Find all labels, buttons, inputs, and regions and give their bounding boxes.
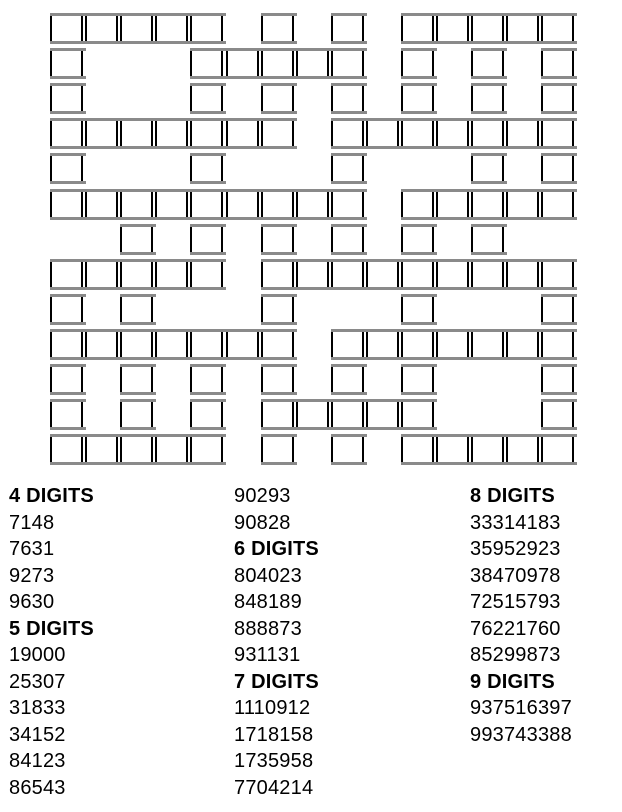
grid-cell[interactable] <box>190 189 223 220</box>
grid-cell[interactable] <box>541 118 574 149</box>
grid-cell[interactable] <box>50 13 83 44</box>
number-entry: 25307 <box>9 670 66 693</box>
grid-cell[interactable] <box>85 259 118 290</box>
number-entry: 1735958 <box>234 750 314 772</box>
grid-cell[interactable] <box>190 83 223 114</box>
grid-cell[interactable] <box>541 48 574 79</box>
digits-section-header: 5 DIGITS <box>9 617 94 640</box>
grid-cell[interactable] <box>50 294 83 325</box>
grid-cell[interactable] <box>401 13 434 44</box>
grid-cell[interactable] <box>541 329 574 360</box>
grid-cell[interactable] <box>541 294 574 325</box>
grid-cell[interactable] <box>436 13 469 44</box>
grid-cell[interactable] <box>261 399 294 430</box>
grid-cell[interactable] <box>401 259 434 290</box>
grid-cell[interactable] <box>120 294 153 325</box>
grid-cell[interactable] <box>120 434 153 465</box>
grid-cell[interactable] <box>190 224 223 255</box>
grid-cell[interactable] <box>331 434 364 465</box>
number-entry: 7631 <box>9 538 55 560</box>
grid-cell[interactable] <box>50 399 83 430</box>
grid-cell[interactable] <box>331 13 364 44</box>
grid-cell[interactable] <box>226 118 259 149</box>
grid-cell[interactable] <box>50 83 83 114</box>
grid-cell[interactable] <box>541 153 574 184</box>
grid-cell[interactable] <box>331 189 364 220</box>
grid-cell[interactable] <box>120 189 153 220</box>
grid-cell[interactable] <box>261 364 294 395</box>
grid-cell[interactable] <box>50 189 83 220</box>
digits-section-header: 4 DIGITS <box>9 485 94 507</box>
grid-cell[interactable] <box>190 399 223 430</box>
grid-cell[interactable] <box>261 224 294 255</box>
grid-cell[interactable] <box>296 189 329 220</box>
grid-cell[interactable] <box>331 224 364 255</box>
grid-cell[interactable] <box>190 48 223 79</box>
number-entry: 85299873 <box>470 644 561 666</box>
grid-cell[interactable] <box>401 48 434 79</box>
grid-cell[interactable] <box>471 83 504 114</box>
grid-cell[interactable] <box>471 434 504 465</box>
number-entry: 937516397 <box>470 697 572 719</box>
number-entry: 38470978 <box>470 564 561 587</box>
grid-cell[interactable] <box>296 259 329 290</box>
grid-cell[interactable] <box>436 118 469 149</box>
grid-cell[interactable] <box>436 434 469 465</box>
grid-cell[interactable] <box>155 259 188 290</box>
grid-cell[interactable] <box>190 13 223 44</box>
grid-cell[interactable] <box>401 224 434 255</box>
number-entry: 19000 <box>9 644 66 666</box>
grid-cell[interactable] <box>120 224 153 255</box>
grid-cell[interactable] <box>401 189 434 220</box>
grid-cell[interactable] <box>50 153 83 184</box>
number-entry: 31833 <box>9 697 66 719</box>
grid-cell[interactable] <box>226 48 259 79</box>
grid-cell[interactable] <box>401 294 434 325</box>
grid-cell[interactable] <box>541 434 574 465</box>
number-entry: 931131 <box>234 644 301 666</box>
grid-cell[interactable] <box>85 118 118 149</box>
grid-cell[interactable] <box>190 329 223 360</box>
grid-cell[interactable] <box>541 189 574 220</box>
grid-cell[interactable] <box>50 259 83 290</box>
grid-cell[interactable] <box>436 329 469 360</box>
grid-cell[interactable] <box>506 118 539 149</box>
grid-cell[interactable] <box>331 364 364 395</box>
number-entry: 86543 <box>9 776 66 799</box>
number-entry: 1110912 <box>234 697 311 719</box>
grid-cell[interactable] <box>120 259 153 290</box>
grid-cell[interactable] <box>331 118 364 149</box>
grid-cell[interactable] <box>190 118 223 149</box>
grid-cell[interactable] <box>471 259 504 290</box>
grid-cell[interactable] <box>541 13 574 44</box>
digits-section-header: 9 DIGITS <box>470 670 555 693</box>
grid-cell[interactable] <box>366 118 399 149</box>
grid-cell[interactable] <box>506 329 539 360</box>
grid-cell[interactable] <box>296 48 329 79</box>
grid-cell[interactable] <box>331 153 364 184</box>
grid-cell[interactable] <box>366 399 399 430</box>
grid-cell[interactable] <box>296 399 329 430</box>
grid-cell[interactable] <box>261 83 294 114</box>
grid-cell[interactable] <box>120 399 153 430</box>
grid-cell[interactable] <box>85 329 118 360</box>
grid-cell[interactable] <box>436 189 469 220</box>
grid-cell[interactable] <box>401 399 434 430</box>
grid-cell[interactable] <box>226 189 259 220</box>
number-entry: 1718158 <box>234 723 314 746</box>
number-entry: 7148 <box>9 511 55 534</box>
grid-cell[interactable] <box>261 189 294 220</box>
number-entry: 34152 <box>9 723 66 746</box>
grid-cell[interactable] <box>155 13 188 44</box>
grid-cell[interactable] <box>541 364 574 395</box>
grid-cell[interactable] <box>331 329 364 360</box>
grid-cell[interactable] <box>471 189 504 220</box>
grid-cell[interactable] <box>506 13 539 44</box>
grid-cell[interactable] <box>155 189 188 220</box>
grid-cell[interactable] <box>50 329 83 360</box>
grid-cell[interactable] <box>401 83 434 114</box>
grid-cell[interactable] <box>155 118 188 149</box>
grid-cell[interactable] <box>471 329 504 360</box>
grid-cell[interactable] <box>401 329 434 360</box>
grid-cell[interactable] <box>226 329 259 360</box>
grid-cell[interactable] <box>541 83 574 114</box>
grid-cell[interactable] <box>155 329 188 360</box>
number-entry: 90828 <box>234 511 291 534</box>
grid-cell[interactable] <box>120 329 153 360</box>
grid-cell[interactable] <box>401 364 434 395</box>
grid-cell[interactable] <box>190 153 223 184</box>
grid-cell[interactable] <box>401 434 434 465</box>
grid-cell[interactable] <box>190 364 223 395</box>
grid-cell[interactable] <box>331 259 364 290</box>
grid-cell[interactable] <box>50 434 83 465</box>
number-entry: 33314183 <box>470 511 561 534</box>
grid-cell[interactable] <box>541 399 574 430</box>
grid-cell[interactable] <box>261 294 294 325</box>
digits-section-header: 7 DIGITS <box>234 670 319 693</box>
number-entry: 848189 <box>234 591 302 613</box>
grid-cell[interactable] <box>120 364 153 395</box>
grid-cell[interactable] <box>471 48 504 79</box>
number-entry: 35952923 <box>470 538 561 560</box>
grid-cell[interactable] <box>471 224 504 255</box>
grid-cell[interactable] <box>50 118 83 149</box>
grid-cell[interactable] <box>471 13 504 44</box>
grid-cell[interactable] <box>261 48 294 79</box>
grid-cell[interactable] <box>261 118 294 149</box>
grid-cell[interactable] <box>85 434 118 465</box>
number-entry: 9273 <box>9 564 55 587</box>
number-entry: 9630 <box>9 591 55 613</box>
grid-cell[interactable] <box>50 48 83 79</box>
grid-cell[interactable] <box>261 13 294 44</box>
grid-cell[interactable] <box>190 434 223 465</box>
grid-cell[interactable] <box>261 329 294 360</box>
grid-cell[interactable] <box>541 259 574 290</box>
number-entry: 76221760 <box>470 617 561 640</box>
number-entry: 993743388 <box>470 723 572 746</box>
grid-cell[interactable] <box>506 259 539 290</box>
grid-cell[interactable] <box>190 259 223 290</box>
grid-cell[interactable] <box>331 48 364 79</box>
grid-cell[interactable] <box>401 118 434 149</box>
grid-cell[interactable] <box>366 329 399 360</box>
grid-cell[interactable] <box>120 118 153 149</box>
grid-cell[interactable] <box>261 434 294 465</box>
grid-cell[interactable] <box>366 259 399 290</box>
digits-section-header: 6 DIGITS <box>234 538 319 560</box>
grid-cell[interactable] <box>261 259 294 290</box>
digits-section-header: 8 DIGITS <box>470 485 555 507</box>
grid-cell[interactable] <box>436 259 469 290</box>
grid-cell[interactable] <box>155 434 188 465</box>
grid-cell[interactable] <box>120 13 153 44</box>
grid-cell[interactable] <box>471 153 504 184</box>
number-entry: 804023 <box>234 564 302 587</box>
number-entry: 84123 <box>9 750 66 772</box>
grid-cell[interactable] <box>471 118 504 149</box>
number-entry: 72515793 <box>470 591 561 613</box>
grid-cell[interactable] <box>506 189 539 220</box>
grid-cell[interactable] <box>331 83 364 114</box>
grid-cell[interactable] <box>506 434 539 465</box>
number-entry: 90293 <box>234 485 291 507</box>
number-entry: 7704214 <box>234 776 314 799</box>
grid-cell[interactable] <box>85 13 118 44</box>
grid-cell[interactable] <box>331 399 364 430</box>
grid-cell[interactable] <box>50 364 83 395</box>
grid-cell[interactable] <box>85 189 118 220</box>
number-entry: 888873 <box>234 617 302 640</box>
